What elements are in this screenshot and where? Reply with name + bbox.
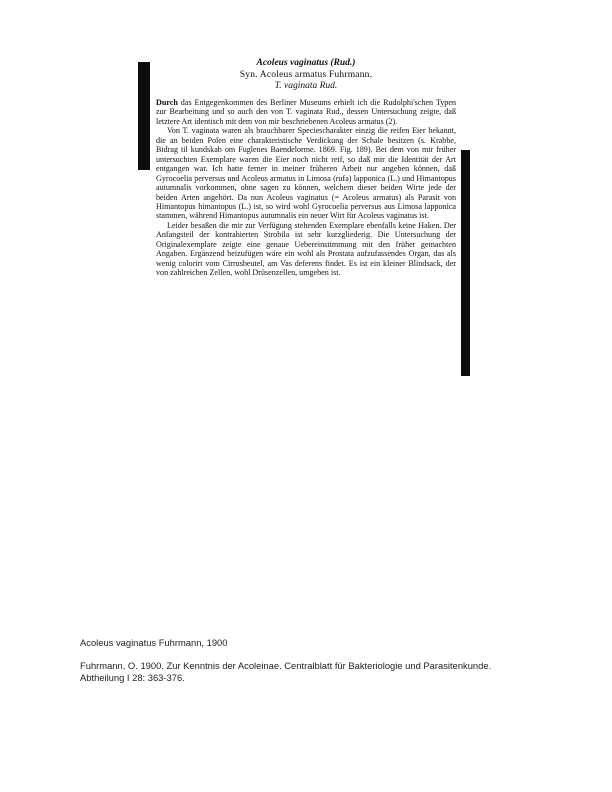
paragraph-3-text: Leider besaßen die mir zur Verfügung stehenden Exemplare ebenfalls keine Haken. Der Anfangsteil der kontrahierten Strobila ist sehr kurzgliederig. Die Untersuchung der Originalexemplare zeigte eine genaue Uebereinstimmung mit den früher gemachten Angaben. Ergänzend beizufügen wäre ein wohl als Prostata aufzufassendes Organ, das als wenig colorirt vom Cirrusbeutel, am Vas deferens findet. Es ist ein kleiner Blindsack, der von zahlreichen Zellen, wohl Drüsenzellen, umgeben ist. [156,220,456,278]
species-alt-name: T. vaginata Rud. [274,81,338,91]
scan-body [156,98,456,278]
paragraph-1-lead: Durch [156,98,178,107]
species-title: Acoleus vaginatus (Rud.) [256,58,356,68]
scanned-page-image [138,58,470,376]
citation-line-2: Abtheilung I 28: 363-376. [80,672,185,683]
paragraph-3 [156,221,456,278]
citation-line-1: Fuhrmann, O. 1900. Zur Kenntnis der Acoleinae. Centralblatt für Bakteriologie und Parasitenkunde. [80,660,492,671]
scan-right-edge-shadow [461,150,470,376]
paragraph-1 [156,98,456,126]
paragraph-2 [156,126,456,221]
paragraph-2-text: Von T. vaginata waren als brauchbarer Speciescharakter einzig die reifen Eier bekannt, die an beiden Polen eine charakteristische Verdickung der Schale besitzen (s. Krabbe, Bidrag til kundskab om Fuglenes Baendelorme. 1869. Fig. 189). Bei dem von mir früher untersuchten Exemplare waren die Eier noch nicht reif, so daß mir die Identität der Art entgangen war. Ich hatte ferner in meiner früheren Arbeit nur angeben können, daß Gyrocoelia perversus und Acoleus armatus in Limosa (rufa) lapponica (L.) und Himantopus autumnalis vorkommen, ohne sagen zu können, welchem dieser beiden Wirte jede der beiden Arten angehört. Da nun Acoleus vaginatus (= Acoleus armatus) als Parasit von Himantopus himantopus (L.) ist, so wird wohl Gyrocoelia perversus aus Limosa lapponica stammen, während Himantopus autumnalis ein neuer Wirt für Acoleus vaginatus ist. [156,126,456,221]
scan-left-edge-shadow [138,62,150,170]
paragraph-1-text: das Entgegenkommen des Berliner Museums erhielt ich die Rudolphi'schen Typen zur Bearbeitung und so auch den von T. vaginata Rud., dessen Untersuchung zeigte, daß letztere Art identisch mit dem von mir beschriebenen Acoleus armatus (2). [156,98,456,126]
species-synonym: Syn. Acoleus armatus Fuhrmann. [239,69,373,80]
caption-title: Acoleus vaginatus Fuhrmann, 1900 [80,637,228,648]
scan-header [156,58,456,93]
